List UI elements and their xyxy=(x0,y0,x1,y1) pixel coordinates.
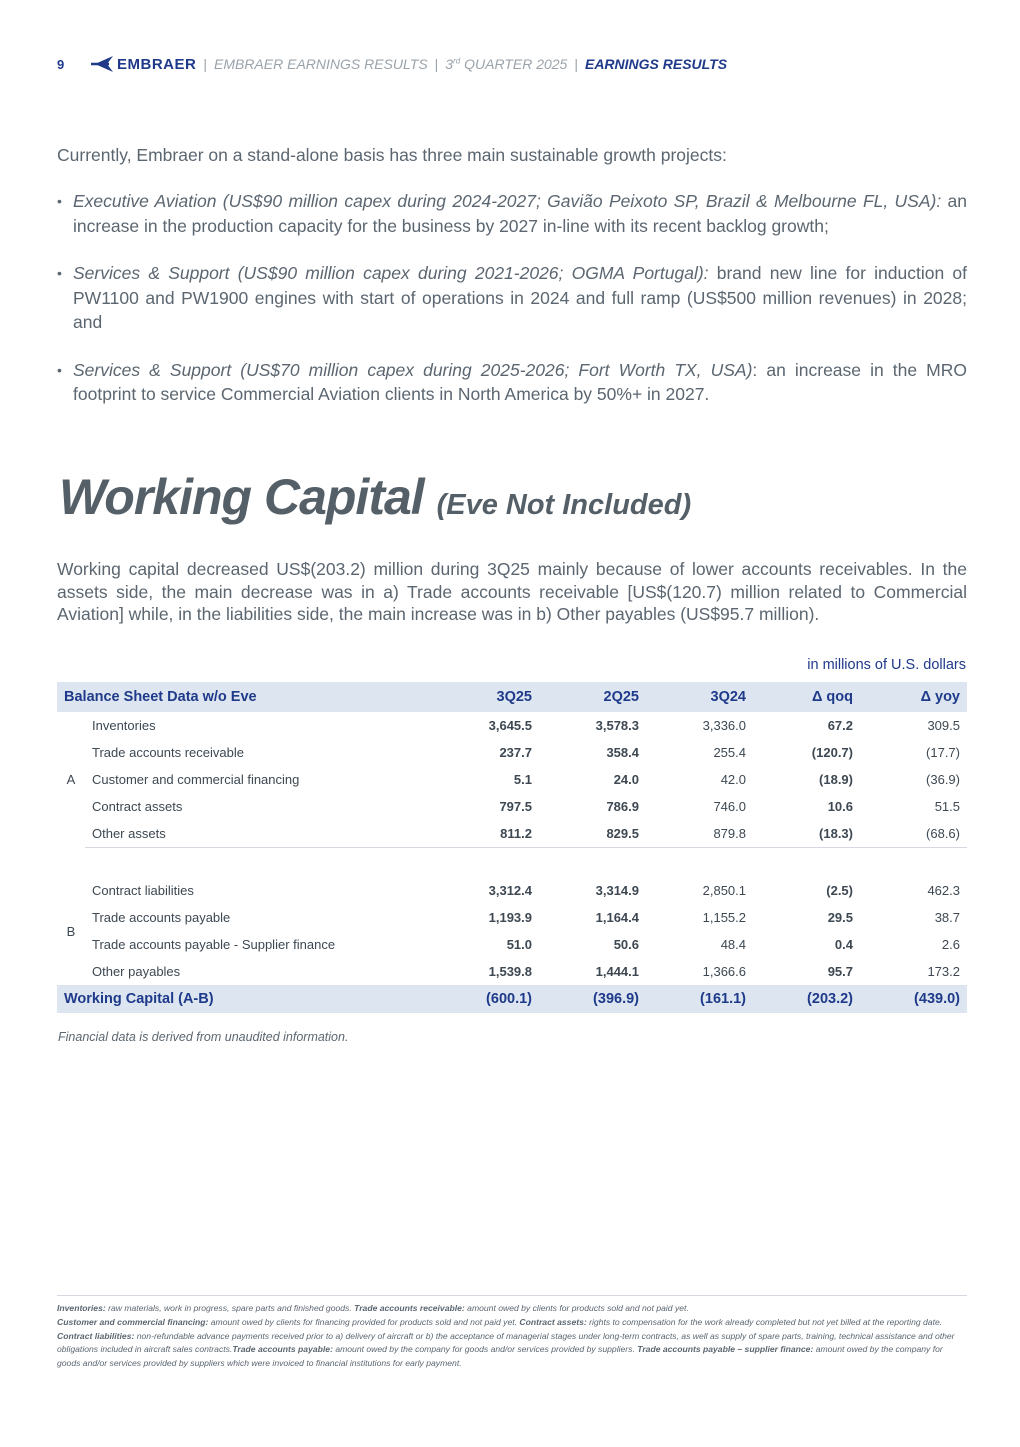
row-label: Trade accounts payable xyxy=(92,910,231,925)
cell-value: (17.7) xyxy=(926,745,960,760)
cell-value: 1,193.9 xyxy=(488,910,532,925)
row-label: Customer and commercial financing xyxy=(92,772,300,787)
cell-value: 51.0 xyxy=(506,937,532,952)
cell-value: 42.0 xyxy=(720,772,746,787)
definitions-footnote: Inventories: raw materials, work in progress, spare parts and finished goods. Trade accounts receivable: amount owed by clients for products sold and not paid yet. Customer and commercial financing: amount owed by clients for financing provided for products sold and not paid yet. Contract assets: rights to compensation for the work already completed but not yet billed at the reporting date. Contract liabilities: non-refundable advance payments received prior to a) delivery of aircraft or b) the acceptance of managerial stages under long-term contracts, as well as supply of spare parts, training, technical assistance and other obligations included in aircraft sales contracts.Trade accounts payable: amount owed by the company for goods and/or services provided by suppliers. Trade accounts payable – supplier finance: amount owed by the company for goods and/or services provided by suppliers which were invoiced to financial institutions for early payment. xyxy=(57,1303,955,1369)
bullet-text: : an increase in the MRO footprint to service Commercial Aviation clients in North America by 50%+ in 2027. xyxy=(73,359,967,404)
cell-value: 797.5 xyxy=(499,799,532,814)
col-header-2q25: 2Q25 xyxy=(539,682,646,712)
bullet-icon: • xyxy=(57,193,62,209)
header-separator: | xyxy=(203,56,207,72)
cell-value: 879.8 xyxy=(646,820,753,847)
cell-value: 5.1 xyxy=(513,772,532,787)
bullet-icon: • xyxy=(57,265,62,281)
table-row xyxy=(57,904,967,931)
cell-value: 1,444.1 xyxy=(595,964,639,979)
list-item xyxy=(57,358,967,407)
working-capital-paragraph: Working capital decreased US$(203.2) million during 3Q25 mainly because of lower accounts receivables. In the assets side, the main decrease was in a) Trade accounts receivable [US$(120.7) million related to Commercial Aviation] while, in the liabilities side, the main increase was in b) Other payables (US$95.7 million). xyxy=(57,559,967,624)
section-title xyxy=(59,468,691,526)
cell-value: 786.9 xyxy=(606,799,639,814)
cell-value: (68.6) xyxy=(860,820,967,847)
cell-value: 48.4 xyxy=(720,937,746,952)
cell-value: (2.5) xyxy=(826,883,853,898)
row-label: Trade accounts payable - Supplier finance xyxy=(92,937,336,952)
header-doc-title: EMBRAER EARNINGS RESULTS xyxy=(213,56,428,72)
balance-sheet-table xyxy=(57,682,967,1013)
cell-value: 829.5 xyxy=(539,820,646,847)
list-item xyxy=(57,189,967,238)
table-row xyxy=(57,877,967,904)
table-row xyxy=(57,766,967,793)
table-header-row xyxy=(57,682,967,712)
financial-data-note: Financial data is derived from unaudited information. xyxy=(58,1030,349,1044)
page-header xyxy=(57,54,727,74)
cell-value: 3,314.9 xyxy=(595,883,639,898)
cell-value: (18.9) xyxy=(819,772,853,787)
growth-projects-list xyxy=(57,189,967,430)
header-quarter: 3rd QUARTER 2025 xyxy=(445,56,568,72)
row-label: Other assets xyxy=(85,820,432,847)
section-title-sub: (Eve Not Included) xyxy=(436,489,692,521)
cell-value: 3,645.5 xyxy=(488,718,532,733)
section-title-main: Working Capital xyxy=(59,469,424,525)
cell-value: (120.7) xyxy=(811,745,853,760)
cell-value: 1,366.6 xyxy=(702,964,746,979)
header-separator: | xyxy=(434,56,439,72)
table-row xyxy=(57,712,967,739)
table-row xyxy=(57,739,967,766)
cell-value: 50.6 xyxy=(613,937,639,952)
bullet-icon: • xyxy=(57,361,62,378)
footer-divider xyxy=(57,1295,967,1296)
cell-value: 95.7 xyxy=(827,964,853,979)
cell-value: 67.2 xyxy=(827,718,853,733)
table-total-row xyxy=(57,985,967,1013)
cell-value: 1,539.8 xyxy=(488,964,532,979)
cell-value: 1,164.4 xyxy=(595,910,639,925)
embraer-arrow-icon xyxy=(89,54,115,74)
bullet-text: an increase in the production capacity for the business by 2027 in-line with its recent backlog growth; xyxy=(73,191,967,236)
cell-value: 462.3 xyxy=(927,883,960,898)
table-row xyxy=(57,958,967,985)
cell-value: (36.9) xyxy=(926,772,960,787)
cell-value: 10.6 xyxy=(827,799,853,814)
intro-paragraph: Currently, Embraer on a stand-alone basis has three main sustainable growth projects: xyxy=(57,145,727,165)
row-label: Contract assets xyxy=(92,799,183,814)
cell-value: (18.3) xyxy=(753,820,860,847)
bullet-text: brand new line for induction of PW1100 and PW1900 engines with start of operations in 2024 and full ramp (US$500 million revenues) in 2028; and xyxy=(73,263,967,332)
cell-value: 29.5 xyxy=(827,910,853,925)
bullet-lead: Services & Support (US$70 million capex during 2025-2026; Fort Worth TX, USA) xyxy=(73,359,753,380)
page-number: 9 xyxy=(57,56,65,72)
cell-value: 51.5 xyxy=(934,799,960,814)
group-a-label: A xyxy=(66,772,76,787)
cell-value: 24.0 xyxy=(613,772,639,787)
header-section: EARNINGS RESULTS xyxy=(584,56,728,72)
bullet-lead: Services & Support (US$90 million capex during 2021-2026; OGMA Portugal): xyxy=(73,263,709,283)
cell-value: 746.0 xyxy=(713,799,746,814)
table-row xyxy=(57,931,967,958)
table-row xyxy=(57,820,967,847)
cell-value: 358.4 xyxy=(606,745,639,760)
col-header-label: Balance Sheet Data w/o Eve xyxy=(57,682,432,712)
row-label: Inventories xyxy=(92,718,156,733)
cell-value: 309.5 xyxy=(927,718,960,733)
total-label: Working Capital (A-B) xyxy=(57,985,432,1013)
cell-value: 3,312.4 xyxy=(488,883,532,898)
col-header-yoy: Δ yoy xyxy=(860,682,967,712)
col-header-3q24: 3Q24 xyxy=(646,682,753,712)
list-item xyxy=(57,261,967,335)
table-row xyxy=(57,793,967,820)
cell-value: 1,155.2 xyxy=(702,910,746,925)
cell-value: 2,850.1 xyxy=(702,883,746,898)
total-value: (396.9) xyxy=(539,985,646,1013)
total-value: (203.2) xyxy=(753,985,860,1013)
row-label: Trade accounts receivable xyxy=(92,745,244,760)
embraer-logo xyxy=(89,54,196,74)
cell-value: 38.7 xyxy=(934,910,960,925)
col-header-qoq: Δ qoq xyxy=(753,682,860,712)
header-separator: | xyxy=(574,56,578,72)
cell-value: 811.2 xyxy=(432,820,539,847)
row-label: Other payables xyxy=(92,964,181,979)
cell-value: 3,578.3 xyxy=(595,718,639,733)
cell-value: 173.2 xyxy=(927,964,960,979)
total-value: (600.1) xyxy=(432,985,539,1013)
logo-text: EMBRAER xyxy=(117,55,197,73)
bullet-lead: Executive Aviation (US$90 million capex during 2024-2027; Gavião Peixoto SP, Brazil & Melbourne FL, USA): xyxy=(73,191,942,211)
group-b-label: B xyxy=(66,923,76,939)
cell-value: 2.6 xyxy=(941,937,960,952)
total-value: (161.1) xyxy=(646,985,753,1013)
total-value: (439.0) xyxy=(860,985,967,1013)
col-header-3q25: 3Q25 xyxy=(432,682,539,712)
table-spacer xyxy=(57,847,967,877)
row-label: Contract liabilities xyxy=(92,883,194,898)
cell-value: 3,336.0 xyxy=(702,718,746,733)
table-units: in millions of U.S. dollars xyxy=(807,657,966,673)
cell-value: 237.7 xyxy=(499,745,532,760)
cell-value: 0.4 xyxy=(834,937,853,952)
cell-value: 255.4 xyxy=(713,745,746,760)
